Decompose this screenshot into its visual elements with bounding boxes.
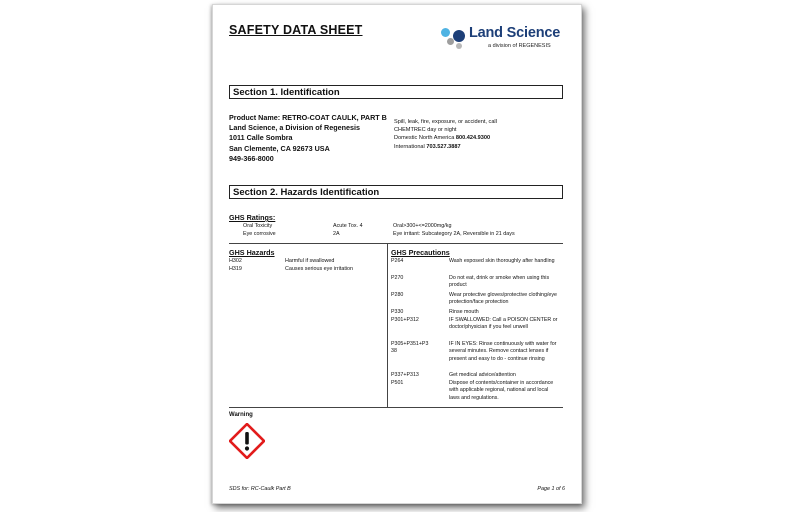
precaution-3-text: Wear protective gloves/protective clothing/eye protection/face protection bbox=[449, 292, 557, 306]
hazard-2-code: H319 bbox=[229, 266, 242, 272]
ratings-divider bbox=[229, 243, 563, 244]
precaution-1-text: Wash exposed skin thoroughly after handling bbox=[449, 258, 555, 264]
precaution-3-code: P280 bbox=[391, 292, 404, 298]
precaution-7-code: P337+P313 bbox=[391, 372, 419, 378]
precaution-2-text: Do not eat, drink or smoke when using this product bbox=[449, 275, 550, 289]
address-line-2: San Clemente, CA 92673 USA bbox=[229, 143, 330, 153]
sds-for-value: RC-Caulk Part B bbox=[250, 486, 291, 492]
rating-1-detail: Oral>300+<=2000mg/kg bbox=[393, 223, 452, 229]
hazard-2-text: Causes serious eye irritation bbox=[285, 266, 354, 272]
ghs-hazards-heading: GHS Hazards bbox=[229, 248, 275, 257]
rating-2-name: Eye corrosive bbox=[243, 231, 276, 237]
ghs-ratings-heading: GHS Ratings: bbox=[229, 213, 276, 222]
rating-2-category: 2A bbox=[333, 231, 340, 237]
domestic-label: Domestic North America bbox=[394, 135, 456, 142]
precaution-6-code: P305+P351+P338 bbox=[391, 341, 429, 355]
precaution-4-text: Rinse mouth bbox=[449, 309, 479, 315]
precaution-5-text: IF SWALLOWED: Call a POISON CENTER or doctor/physician if you feel unwell bbox=[449, 317, 558, 331]
signal-word: Warning bbox=[229, 412, 253, 418]
precaution-4-code: P330 bbox=[391, 309, 404, 315]
international-number: 703.527.3887 bbox=[426, 143, 461, 150]
rating-1-name: Oral Toxicity bbox=[243, 223, 273, 229]
company-name: Land Science, a Division of Regenesis bbox=[229, 123, 361, 133]
international-label: International bbox=[394, 143, 427, 150]
section-1-heading: Section 1. Identification bbox=[229, 85, 563, 99]
precaution-7-text: Get medical advice/attention bbox=[449, 372, 516, 378]
page-number: Page 1 of 6 bbox=[537, 486, 565, 492]
exclamation-mark-icon bbox=[229, 423, 265, 459]
section-2-heading: Section 2. Hazards Identification bbox=[229, 185, 563, 199]
emergency-contact bbox=[394, 118, 497, 151]
precaution-1-code: P264 bbox=[391, 258, 404, 264]
precaution-8-text: Dispose of contents/container in accordance with applicable regional, national and local laws and regulations. bbox=[449, 380, 554, 401]
ghs-precautions-heading: GHS Precautions bbox=[391, 248, 450, 257]
hazard-1-text: Harmful if swallowed bbox=[285, 258, 335, 264]
precautions-divider bbox=[229, 407, 563, 408]
rating-1-category: Acute Tox. 4 bbox=[333, 223, 363, 229]
land-science-logo bbox=[441, 25, 571, 59]
hazard-1-code: H302 bbox=[229, 258, 242, 264]
address-line-1: 1011 Calle Sombra bbox=[229, 133, 293, 143]
precaution-2-code: P270 bbox=[391, 275, 404, 281]
company-phone: 949-366-8000 bbox=[229, 153, 274, 163]
sds-page bbox=[212, 4, 582, 504]
logo-name: Land Science bbox=[469, 25, 561, 41]
rating-2-detail: Eye irritant: Subcategory 2A, Reversible in 21 days bbox=[393, 231, 515, 237]
precaution-6-text: IF IN EYES: Rinse continuously with water for several minutes. Remove contact lenses if present and easy to do - continue rinsing bbox=[449, 341, 557, 362]
company-info bbox=[229, 113, 387, 164]
domestic-number: 800.424.9300 bbox=[455, 135, 491, 142]
sds-for-label: SDS for: bbox=[229, 486, 250, 492]
logo-subtitle: a division of REGENESIS bbox=[488, 43, 551, 49]
product-name: Product Name: RETRO-COAT CAULK, PART B bbox=[229, 113, 387, 122]
emergency-line-2: CHEMTREC day or night bbox=[394, 127, 457, 134]
document-title: SAFETY DATA SHEET bbox=[229, 23, 363, 37]
column-divider bbox=[387, 243, 388, 407]
precaution-5-code: P301+P312 bbox=[391, 317, 419, 323]
emergency-line-1: Spill, leak, fire, exposure, or accident, call bbox=[394, 119, 497, 125]
footer-sds-for bbox=[229, 486, 291, 492]
precaution-8-code: P501 bbox=[391, 380, 404, 386]
